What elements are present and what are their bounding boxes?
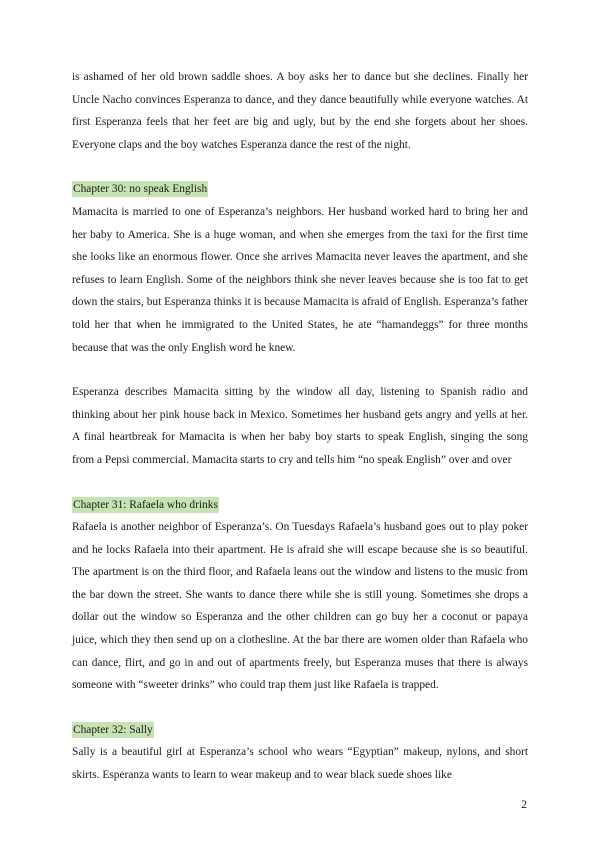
paragraph-spacer <box>72 156 528 178</box>
paragraph-spacer <box>72 359 528 381</box>
paragraph-intro: is ashamed of her old brown saddle shoes. A boy asks her to dance but she declines. Finally her Uncle Nacho convinces Esperanza to dance, and they dance beautifully while everyone watches. At first Esperanza feels that her feet are big and ugly, but by the end she forgets about her shoes. Everyone claps and the boy watches Esperanza dance the rest of the night. <box>72 71 528 151</box>
page-number: 2 <box>521 799 527 811</box>
chapter-32-paragraph-1: Sally is a beautiful girl at Esperanza’s school who wears “Egyptian” makeup, nylons, and short skirts. Esperanza wants to learn to wear makeup and to wear black suede shoes like <box>72 746 528 782</box>
chapter-31-heading: Chapter 31: Rafaela who drinks <box>73 498 218 511</box>
chapter-32-heading: Chapter 32: Sally <box>73 723 153 736</box>
chapter-30-heading: Chapter 30: no speak English <box>73 183 208 196</box>
paragraph-spacer <box>72 697 528 719</box>
chapter-30-paragraph-2: Esperanza describes Mamacita sitting by the window all day, listening to Spanish radio and thinking about her pink house back in Mexico. Sometimes her husband gets angry and yells at her. A final heartbreak for Mamacita is when her baby boy starts to speak English, singing the song from a Pepsi commercial. Mamacita starts to cry and tells him “no speak English” over and over <box>72 386 528 466</box>
chapter-30-paragraph-1: Mamacita is married to one of Esperanza’s neighbors. Her husband worked hard to bring her and her baby to America. She is a huge woman, and when she emerges from the taxi for the first time she looks like an enormous flower. Once she arrives Mamacita never leaves the apartment, and she refuses to learn English. Some of the neighbors think she never leaves because she is too fat to get down the stairs, but Esperanza thinks it is because Mamacita is afraid of English. Esperanza’s father told her that when he immigrated to the United States, he ate “hamandeggs” for three months because that was the only English word he knew. <box>72 205 528 354</box>
chapter-31-paragraph-1: Rafaela is another neighbor of Esperanza’s. On Tuesdays Rafaela’s husband goes out to play poker and he locks Rafaela into their apartment. He is afraid she will escape because she is so beautiful. The apartment is on the third floor, and Rafaela leans out the window and listens to the music from the bar down the street. She wants to dance there while she is still young. Sometimes she drops a dollar out the window so Esperanza and the other children can go buy her a coconut or papaya juice, which they then send up on a clothesline. At the bar there are women older than Rafaela who can dance, flirt, and go in and out of apartments freely, but Esperanza muses that there is always someone with “sweeter drinks” who could trap them just like Rafaela is trapped. <box>72 521 528 692</box>
document-body <box>72 66 528 787</box>
paragraph-spacer <box>72 472 528 494</box>
